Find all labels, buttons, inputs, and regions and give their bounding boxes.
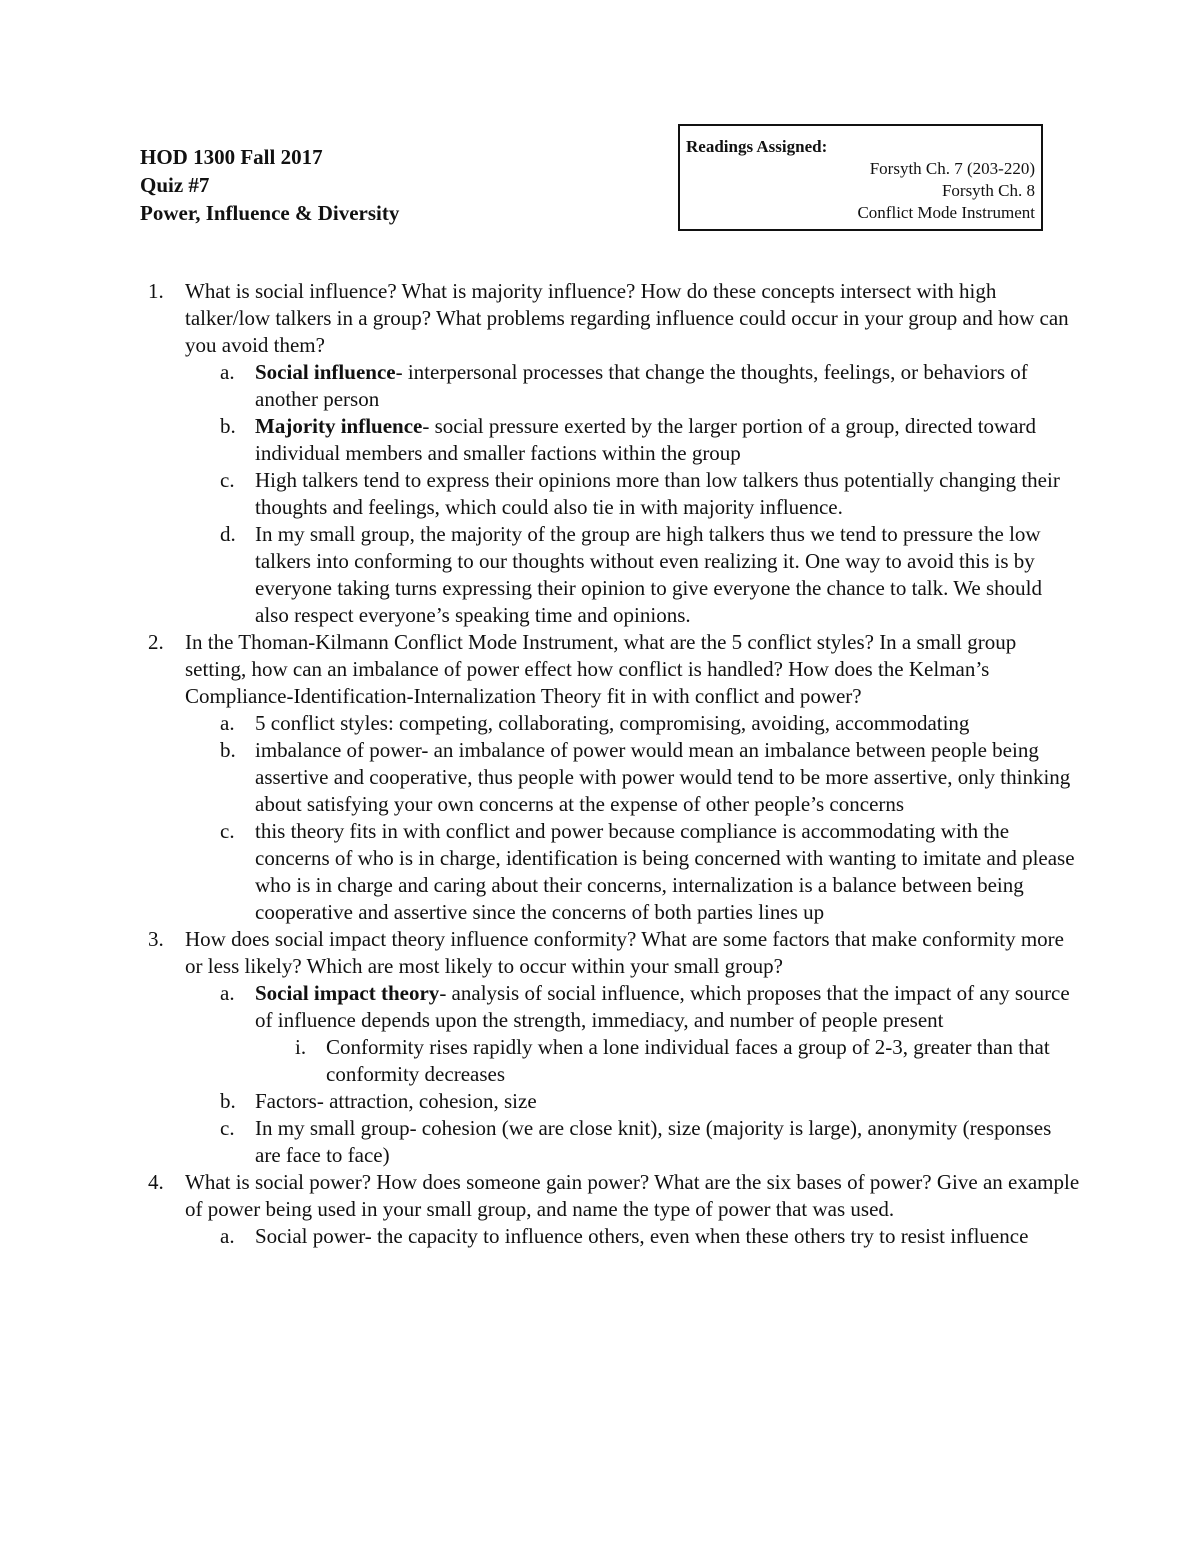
- answer-text: Social power- the capacity to influence others, even when these others try to resist influence: [255, 1224, 1029, 1248]
- answer-letter: b.: [220, 738, 236, 762]
- answer-letter: c.: [220, 1116, 235, 1140]
- answer-term: Social influence: [255, 360, 396, 384]
- answer-text: imbalance of power- an imbalance of power would mean an imbalance between people being assertive and cooperative, thus people with power would tend to be more assertive, only thinking about satisfying your own concerns at the expense of other people’s concerns: [255, 738, 1071, 816]
- readings-box: [678, 124, 1043, 231]
- question-list: [140, 278, 1080, 1250]
- reading-item: Forsyth Ch. 7 (203-220): [869, 159, 1035, 178]
- document-header: [140, 143, 399, 227]
- answer-text: - interpersonal processes that change the thoughts, feelings, or behaviors of another person: [255, 360, 1028, 411]
- quiz-topic: Power, Influence & Diversity: [140, 201, 400, 225]
- answer-letter: a.: [220, 981, 235, 1005]
- answer-letter: b.: [220, 1089, 236, 1113]
- answer-letter: a.: [220, 711, 235, 735]
- answer-1d: [140, 521, 1080, 629]
- readings-list: [857, 158, 1035, 224]
- answer-3a: [140, 980, 1080, 1034]
- question-4: [140, 1169, 1080, 1223]
- answer-4a: [140, 1223, 1080, 1250]
- sub-answer-text: Conformity rises rapidly when a lone individual faces a group of 2-3, greater than that conformity decreases: [326, 1035, 1050, 1086]
- answer-3a-i: [140, 1034, 1080, 1088]
- question-1: [140, 278, 1080, 359]
- question-number: 2.: [148, 630, 164, 654]
- question-number: 4.: [148, 1170, 164, 1194]
- question-text: What is social influence? What is majority influence? How do these concepts intersect with high talker/low talkers in a group? What problems regarding influence could occur in your group and how can you avoid them?: [185, 279, 1069, 357]
- answer-2b: [140, 737, 1080, 818]
- answer-letter: b.: [220, 414, 236, 438]
- answer-3c: [140, 1115, 1080, 1169]
- question-number: 1.: [148, 279, 164, 303]
- answer-1b: [140, 413, 1080, 467]
- question-text: How does social impact theory influence conformity? What are some factors that make conformity more or less likely? Which are most likely to occur within your small group?: [185, 927, 1064, 978]
- question-number: 3.: [148, 927, 164, 951]
- answer-2c: [140, 818, 1080, 926]
- answer-letter: c.: [220, 468, 235, 492]
- quiz-number: Quiz #7: [140, 173, 210, 197]
- answer-2a: [140, 710, 1080, 737]
- answer-text: this theory fits in with conflict and power because compliance is accommodating with the concerns of who is in charge, identification is being concerned with wanting to imitate and please who is in charge and caring about their concerns, internalization is a balance between being cooperative and assertive since the concerns of both parties lines up: [255, 819, 1075, 924]
- readings-title: Readings Assigned:: [686, 137, 828, 156]
- answer-text: Factors- attraction, cohesion, size: [255, 1089, 537, 1113]
- answer-letter: a.: [220, 360, 235, 384]
- answer-term: Social impact theory: [255, 981, 440, 1005]
- answer-text: In my small group, the majority of the group are high talkers thus we tend to pressure the low talkers into conforming to our thoughts without even realizing it. One way to avoid this is by everyone taking turns expressing their opinion to give everyone the chance to talk. We should also respect everyone’s speaking time and opinions.: [255, 522, 1042, 627]
- answer-text: - analysis of social influence, which proposes that the impact of any source of influence depends upon the strength, immediacy, and number of people present: [255, 981, 1070, 1032]
- answer-1c: [140, 467, 1080, 521]
- answer-text: High talkers tend to express their opinions more than low talkers thus potentially changing their thoughts and feelings, which could also tie in with majority influence.: [255, 468, 1060, 519]
- answer-text: 5 conflict styles: competing, collaborating, compromising, avoiding, accommodating: [255, 711, 970, 735]
- answer-3b: [140, 1088, 1080, 1115]
- question-3: [140, 926, 1080, 980]
- question-text: In the Thoman-Kilmann Conflict Mode Instrument, what are the 5 conflict styles? In a small group setting, how can an imbalance of power effect how conflict is handled? How does the Kelman’s Compliance-Identification-Internalization Theory fit in with conflict and power?: [185, 630, 1017, 708]
- answer-text: In my small group- cohesion (we are close knit), size (majority is large), anonymity (responses are face to face): [255, 1116, 1052, 1167]
- course-title: HOD 1300 Fall 2017: [140, 145, 323, 169]
- answer-letter: a.: [220, 1224, 235, 1248]
- sub-answer-numeral: i.: [295, 1035, 307, 1059]
- answer-text: - social pressure exerted by the larger portion of a group, directed toward individual members and smaller factions within the group: [255, 414, 1037, 465]
- answer-letter: c.: [220, 819, 235, 843]
- reading-item: Conflict Mode Instrument: [857, 203, 1035, 222]
- answer-1a: [140, 359, 1080, 413]
- reading-item: Forsyth Ch. 8: [941, 181, 1035, 200]
- question-2: [140, 629, 1080, 710]
- answer-letter: d.: [220, 522, 236, 546]
- answer-term: Majority influence: [255, 414, 423, 438]
- question-text: What is social power? How does someone gain power? What are the six bases of power? Give an example of power being used in your small group, and name the type of power that was used.: [185, 1170, 1080, 1221]
